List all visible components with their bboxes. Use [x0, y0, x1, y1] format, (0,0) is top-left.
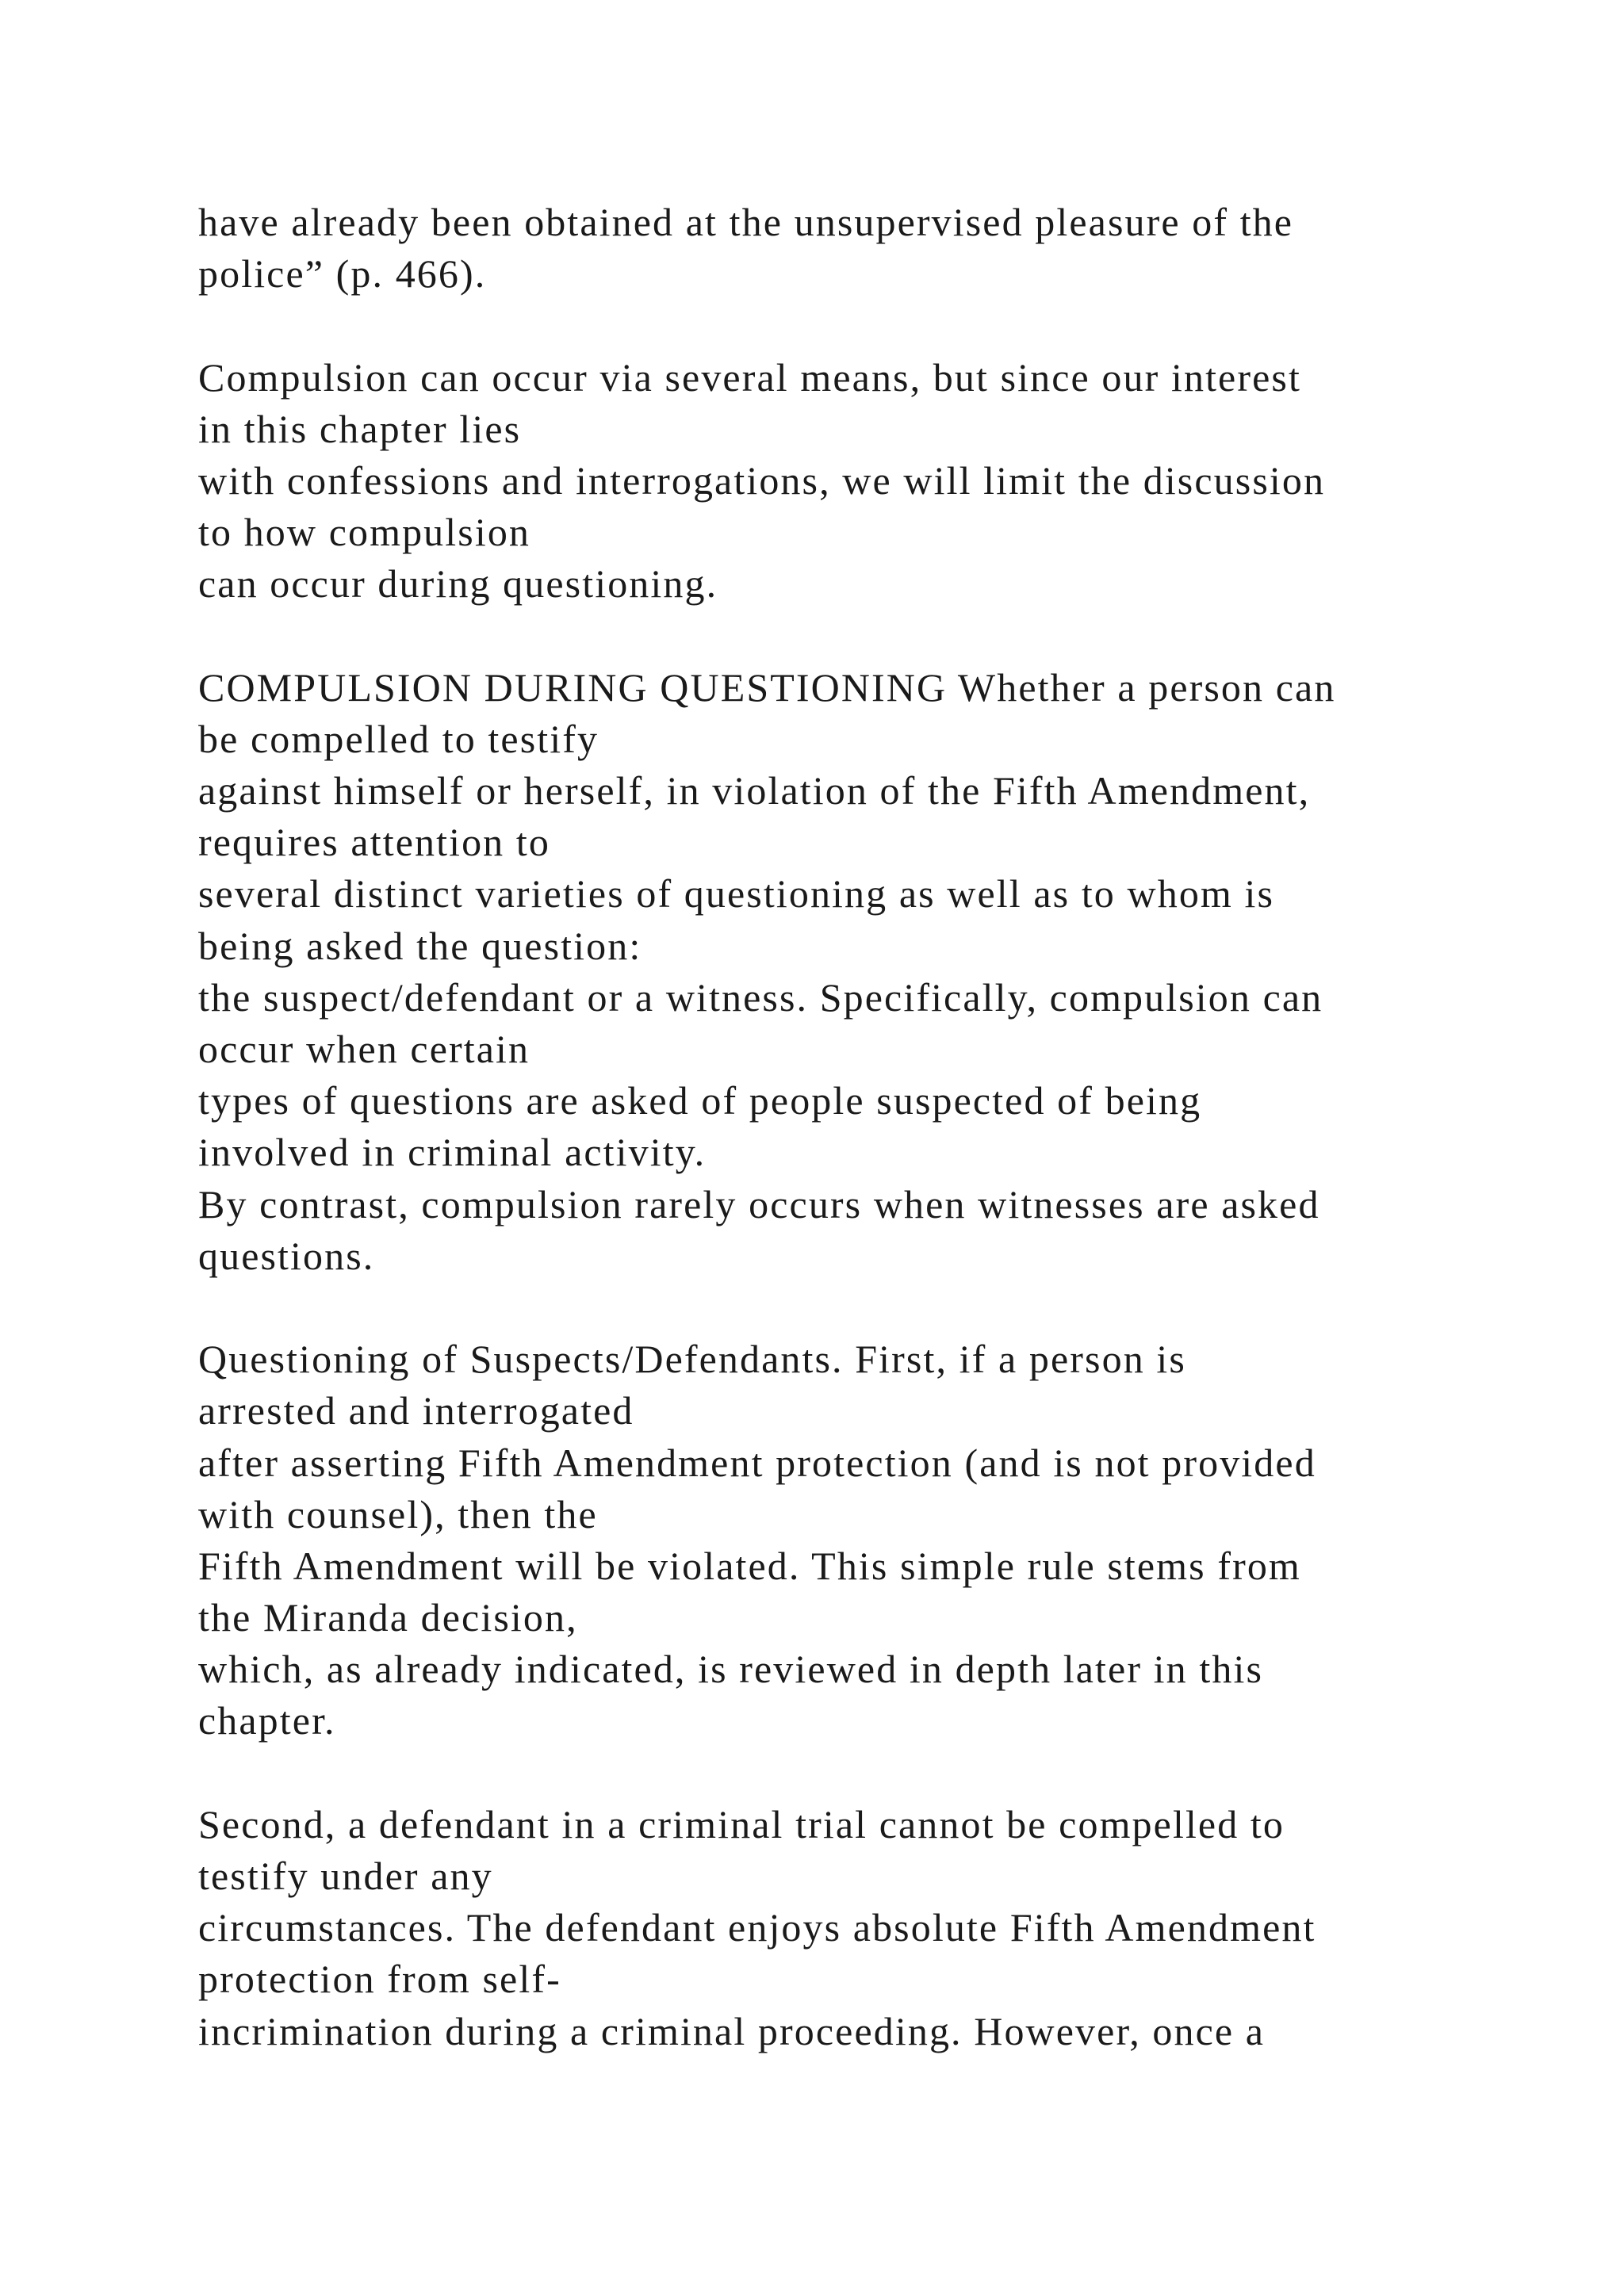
- paragraph-gap: [198, 1282, 1562, 1334]
- text-line: By contrast, compulsion rarely occurs when witnesses are asked: [198, 1181, 1320, 1226]
- paragraph-gap: [198, 610, 1562, 662]
- text-line: Compulsion can occur via several means, but since our interest: [198, 354, 1301, 400]
- text-line: be compelled to testify: [198, 716, 599, 761]
- paragraph-gap: [198, 300, 1562, 351]
- text-line: can occur during questioning.: [198, 561, 718, 607]
- document-body: [198, 197, 1562, 2057]
- text-line: to how compulsion: [198, 510, 531, 555]
- paragraph-1: [198, 197, 1562, 300]
- text-line: several distinct varieties of questioning as well as to whom is: [198, 871, 1275, 916]
- text-line: Questioning of Suspects/Defendants. First, if a person is: [198, 1337, 1186, 1382]
- text-line: involved in criminal activity.: [198, 1130, 707, 1175]
- paragraph-3: [198, 662, 1562, 1282]
- paragraph-gap: [198, 1747, 1562, 1799]
- text-line: police” (p. 466).: [198, 251, 487, 297]
- text-line: testify under any: [198, 1854, 493, 1898]
- text-line: in this chapter lies: [198, 406, 522, 451]
- text-line: the Miranda decision,: [198, 1595, 578, 1640]
- text-line: arrested and interrogated: [198, 1388, 634, 1433]
- text-line: Second, a defendant in a criminal trial cannot be compelled to: [198, 1801, 1285, 1846]
- text-line: being asked the question:: [198, 923, 642, 968]
- text-line: Fifth Amendment will be violated. This simple rule stems from: [198, 1543, 1301, 1588]
- text-line: which, as already indicated, is reviewed in depth later in this: [198, 1647, 1264, 1692]
- paragraph-5: [198, 1799, 1562, 2057]
- text-line: COMPULSION DURING QUESTIONING Whether a person can: [198, 664, 1336, 710]
- paragraph-2: [198, 352, 1562, 610]
- text-line: questions.: [198, 1233, 375, 1278]
- text-line: requires attention to: [198, 820, 550, 865]
- text-line: the suspect/defendant or a witness. Specifically, compulsion can: [198, 974, 1323, 1020]
- text-line: with confessions and interrogations, we will limit the discussion: [198, 457, 1326, 503]
- text-line: circumstances. The defendant enjoys absolute Fifth Amendment: [198, 1905, 1316, 1950]
- text-line: occur when certain: [198, 1027, 530, 1071]
- text-line: types of questions are asked of people suspected of being: [198, 1078, 1202, 1123]
- text-line: against himself or herself, in violation of the Fifth Amendment,: [198, 768, 1311, 813]
- text-line: after asserting Fifth Amendment protection (and is not provided: [198, 1440, 1316, 1485]
- paragraph-4: [198, 1334, 1562, 1747]
- text-line: incrimination during a criminal proceeding. However, once a: [198, 2008, 1266, 2053]
- text-line: protection from self-: [198, 1957, 561, 2002]
- text-line: with counsel), then the: [198, 1491, 598, 1536]
- text-line: chapter.: [198, 1698, 336, 1743]
- text-line: have already been obtained at the unsupervised pleasure of the: [198, 200, 1294, 244]
